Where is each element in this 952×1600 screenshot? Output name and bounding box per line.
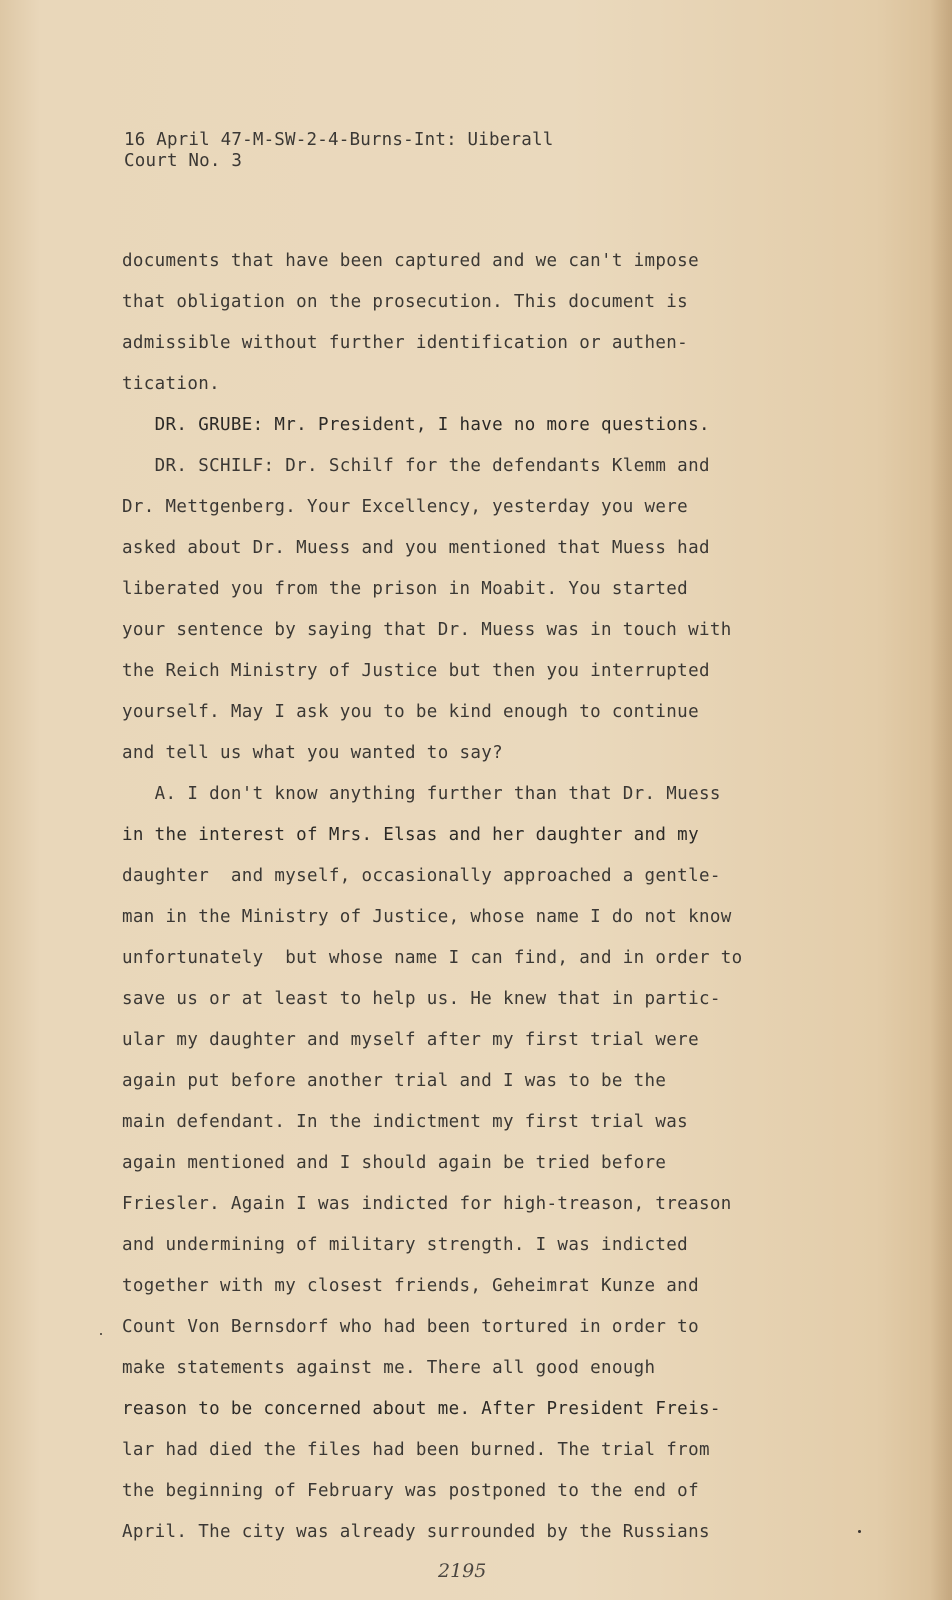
body-line: A. I don't know anything further than that Dr. Muess	[122, 784, 721, 804]
body-line: Count Von Bernsdorf who had been tortured in order to	[122, 1317, 699, 1337]
body-line: and tell us what you wanted to say?	[122, 743, 504, 763]
body-line: man in the Ministry of Justice, whose name I do not know	[122, 907, 732, 927]
transcript-body	[122, 248, 822, 1560]
body-line: in the interest of Mrs. Elsas and her daughter and my	[122, 825, 699, 845]
body-line: together with my closest friends, Geheimrat Kunze and	[122, 1276, 699, 1296]
body-line: reason to be concerned about me. After President Freis-	[122, 1399, 721, 1419]
body-line: main defendant. In the indictment my first trial was	[122, 1112, 689, 1132]
body-line: admissible without further identification or authen-	[122, 333, 689, 353]
body-line: Friesler. Again I was indicted for high-treason, treason	[122, 1194, 732, 1214]
body-line: yourself. May I ask you to be kind enough to continue	[122, 702, 699, 722]
body-line: asked about Dr. Muess and you mentioned that Muess had	[122, 538, 710, 558]
body-line: ular my daughter and myself after my first trial were	[122, 1030, 699, 1050]
body-line: Dr. Mettgenberg. Your Excellency, yesterday you were	[122, 497, 689, 517]
body-line: documents that have been captured and we can't impose	[122, 251, 699, 271]
body-line: tication.	[122, 374, 220, 394]
body-line: daughter and myself, occasionally approached a gentle-	[122, 866, 721, 886]
body-line: and undermining of military strength. I was indicted	[122, 1235, 689, 1255]
page-number: 2195	[438, 1560, 487, 1582]
body-line: make statements against me. There all good enough	[122, 1358, 656, 1378]
body-line: liberated you from the prison in Moabit. You started	[122, 579, 689, 599]
paper-speck	[858, 1530, 861, 1533]
body-line: the beginning of February was postponed to the end of	[122, 1481, 699, 1501]
paper-speck	[100, 1333, 102, 1335]
page-edge-shadow	[930, 0, 952, 1600]
header-line-1: 16 April 47-M-SW-2-4-Burns-Int: Uiberall	[124, 130, 554, 150]
body-line: DR. GRUBE: Mr. President, I have no more questions.	[122, 415, 710, 435]
header-line-2: Court No. 3	[124, 151, 243, 171]
body-line: again put before another trial and I was to be the	[122, 1071, 667, 1091]
body-line: again mentioned and I should again be tried before	[122, 1153, 667, 1173]
body-line: the Reich Ministry of Justice but then you interrupted	[122, 661, 710, 681]
body-line: your sentence by saying that Dr. Muess was in touch with	[122, 620, 732, 640]
document-header	[124, 130, 553, 172]
body-line: save us or at least to help us. He knew that in partic-	[122, 989, 721, 1009]
body-line: unfortunately but whose name I can find, and in order to	[122, 948, 743, 968]
body-line: that obligation on the prosecution. This document is	[122, 292, 689, 312]
body-line: DR. SCHILF: Dr. Schilf for the defendants Klemm and	[122, 456, 710, 476]
body-line: lar had died the files had been burned. The trial from	[122, 1440, 710, 1460]
body-line: April. The city was already surrounded by the Russians	[122, 1522, 710, 1542]
